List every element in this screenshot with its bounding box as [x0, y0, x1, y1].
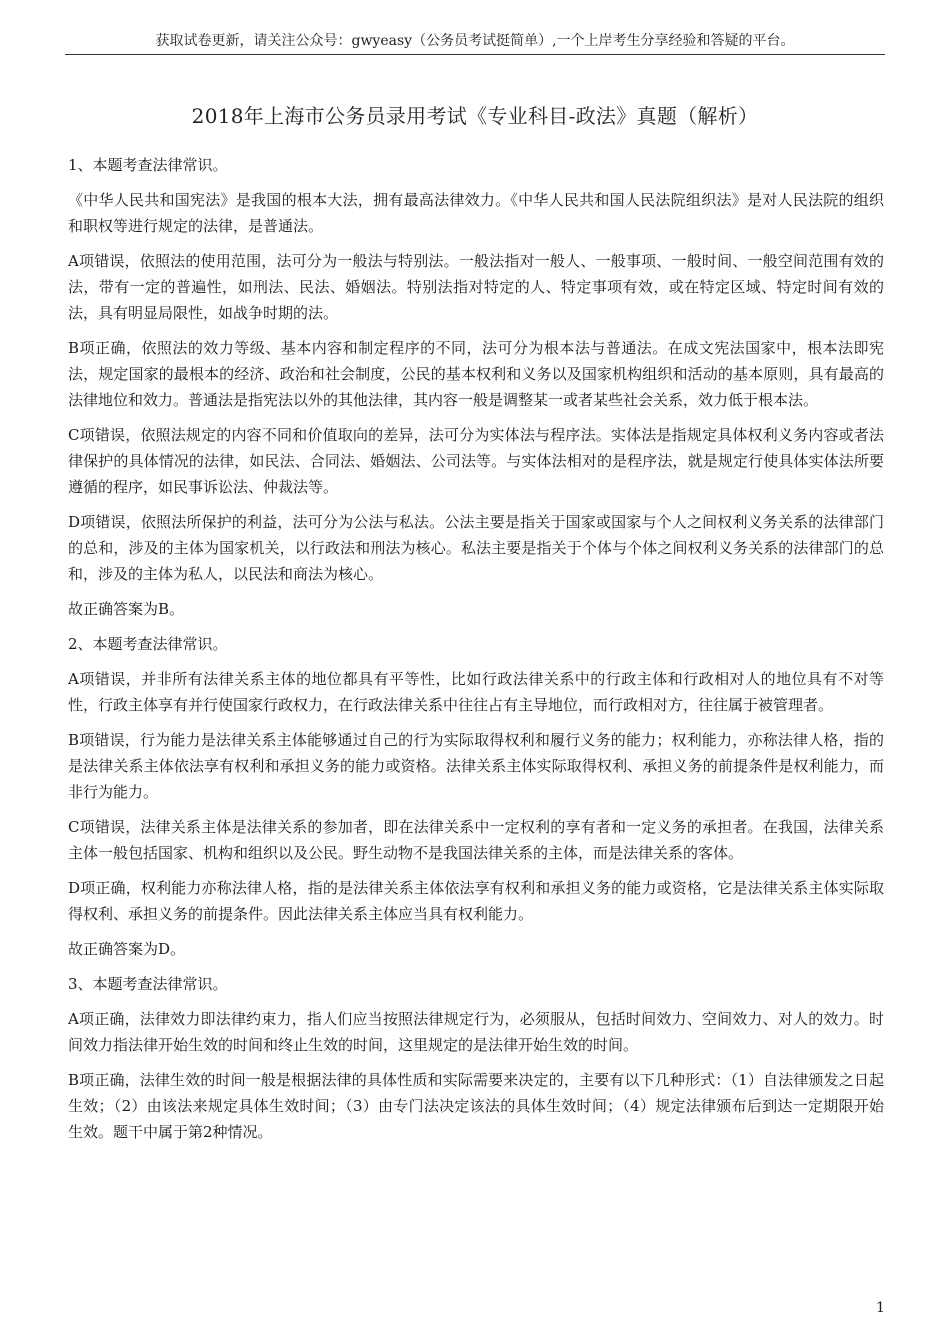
paragraph: B项正确，依照法的效力等级、基本内容和制定程序的不同，法可分为根本法与普通法。在成文宪法国家中，根本法即宪法，规定国家的最根本的经济、政治和社会制度，公民的基本权利和义务以及国家机构组织和活动的基本原则，具有最高的法律地位和效力。普通法是指宪法以外的其他法律，其内容一般是调整某一或者某些社会关系，效力低于根本法。 [68, 339, 884, 409]
paragraph: B项错误，行为能力是法律关系主体能够通过自己的行为实际取得权利和履行义务的能力；权利能力，亦称法律人格，指的是法律关系主体依法享有权利和承担义务的能力或资格。法律关系主体实际取得权利、承担义务的前提条件是权利能力，而非行为能力。 [68, 731, 884, 801]
page-number: 1 [876, 1300, 885, 1316]
answer-line: 故正确答案为D。 [68, 940, 186, 958]
paragraph: A项正确，法律效力即法律约束力，指人们应当按照法律规定行为，必须服从，包括时间效力、空间效力、对人的效力。时间效力指法律开始生效的时间和终止生效的时间，这里规定的是法律开始生效的时间。 [68, 1010, 884, 1054]
paragraph: A项错误，依照法的使用范围，法可分为一般法与特别法。一般法指对一般人、一般事项、一般时间、一般空间范围有效的法，带有一定的普遍性，如刑法、民法、婚姻法。特别法指对特定的人、特定事项有效，或在特定区域、特定时间有效的法，具有明显局限性，如战争时期的法。 [68, 252, 884, 322]
document-body [68, 152, 884, 1154]
paragraph: A项错误，并非所有法律关系主体的地位都具有平等性，比如行政法律关系中的行政主体和行政相对人的地位具有不对等性，行政主体享有并行使国家行政权力，在行政法律关系中往往占有主导地位，而行政相对方，往往属于被管理者。 [68, 670, 884, 714]
header-divider [65, 54, 885, 55]
page-header-notice: 获取试卷更新，请关注公众号：gwyeasy（公务员考试挺简单）,一个上岸考生分享经验和答疑的平台。 [155, 33, 795, 49]
question-heading: 2、本题考查法律常识。 [68, 635, 228, 653]
paragraph: D项正确，权利能力亦称法律人格，指的是法律关系主体依法享有权利和承担义务的能力或资格，它是法律关系主体实际取得权利、承担义务的前提条件。因此法律关系主体应当具有权利能力。 [68, 879, 884, 923]
paragraph: C项错误，法律关系主体是法律关系的参加者，即在法律关系中一定权利的享有者和一定义务的承担者。在我国，法律关系主体一般包括国家、机构和组织以及公民。野生动物不是我国法律关系的主体，而是法律关系的客体。 [68, 818, 884, 862]
paragraph: 《中华人民共和国宪法》是我国的根本大法，拥有最高法律效力。《中华人民共和国人民法院组织法》是对人民法院的组织和职权等进行规定的法律，是普通法。 [68, 191, 884, 235]
paragraph: C项错误，依照法规定的内容不同和价值取向的差异，法可分为实体法与程序法。实体法是指规定具体权利义务内容或者法律保护的具体情况的法律，如民法、合同法、婚姻法、公司法等。与实体法相对的是程序法，就是规定行使具体实体法所要遵循的程序，如民事诉讼法、仲裁法等。 [68, 426, 884, 496]
document-title: 2018年上海市公务员录用考试《专业科目-政法》真题（解析） [191, 104, 759, 128]
answer-line: 故正确答案为B。 [68, 600, 185, 618]
paragraph: D项错误，依照法所保护的利益，法可分为公法与私法。公法主要是指关于国家或国家与个人之间权利义务关系的法律部门的总和，涉及的主体为国家机关，以行政法和刑法为核心。私法主要是指关于个体与个体之间权利义务关系的法律部门的总和，涉及的主体为私人，以民法和商法为核心。 [68, 513, 884, 583]
question-heading: 1、本题考查法律常识。 [68, 156, 228, 174]
paragraph: B项正确，法律生效的时间一般是根据法律的具体性质和实际需要来决定的，主要有以下几种形式：（1）自法律颁发之日起生效；（2）由该法来规定具体生效时间；（3）由专门法决定该法的具体生效时间；（4）规定法律颁布后到达一定期限开始生效。题干中属于第2种情况。 [68, 1071, 884, 1141]
question-heading: 3、本题考查法律常识。 [68, 975, 228, 993]
